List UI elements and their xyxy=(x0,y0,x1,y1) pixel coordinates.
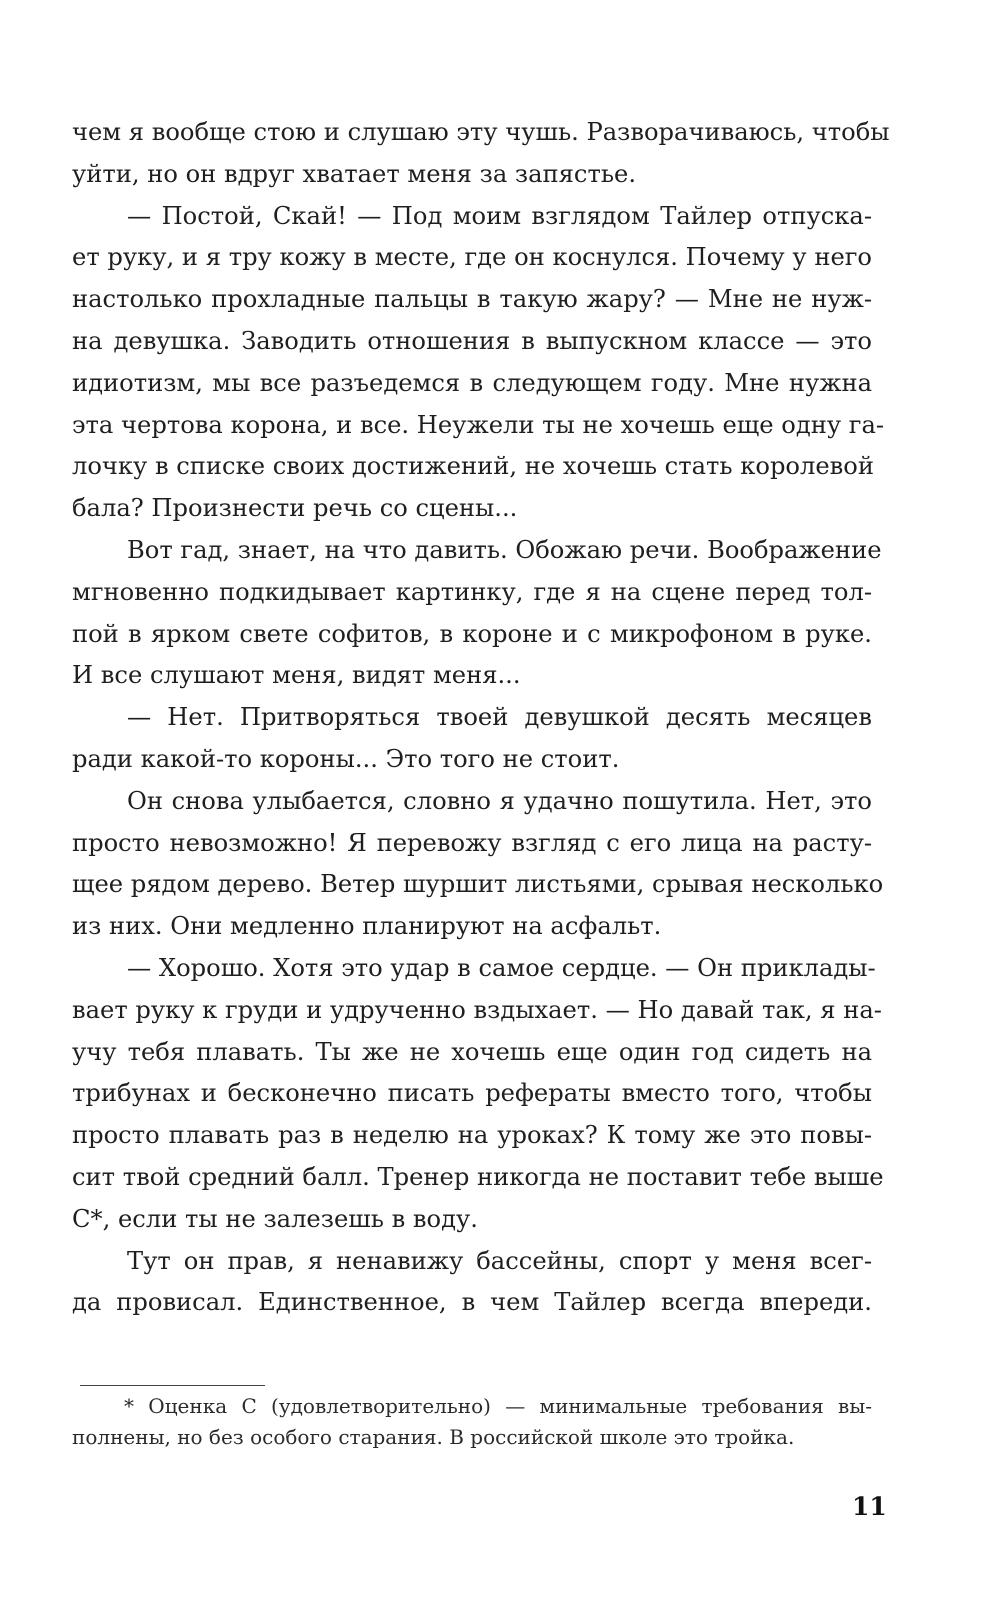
text-line: трибунах и бесконечно писать рефераты вместо того, чтобы xyxy=(72,1079,872,1108)
page-body-text xyxy=(72,112,890,1324)
text-line: ет руку, и я тру кожу в месте, где он коснулся. Почему у него xyxy=(72,243,872,272)
text-line: пой в ярком свете софитов, в короне и с микрофоном в руке. xyxy=(72,619,872,648)
text-line: лочку в списке своих достижений, не хочешь стать королевой xyxy=(72,452,874,481)
text-line: настолько прохладные пальцы в такую жару? — Мне не нуж- xyxy=(72,285,872,314)
text-line: — Постой, Скай! — Под моим взглядом Тайлер отпуска- xyxy=(127,201,872,230)
text-line: бала? Произнести речь со сцены... xyxy=(72,494,518,523)
page-number: 11 xyxy=(852,1492,887,1521)
text-line: ради какой-то короны... Это того не стоит. xyxy=(72,744,620,773)
text-line: из них. Они медленно планируют на асфальт. xyxy=(72,912,662,941)
text-line: на девушка. Заводить отношения в выпускном классе — это xyxy=(72,326,872,355)
text-line: — Хорошо. Хотя это удар в самое сердце. — Он приклады- xyxy=(127,953,876,982)
text-line: щее рядом дерево. Ветер шуршит листьями, срывая несколько xyxy=(72,870,884,899)
text-line: мгновенно подкидывает картинку, где я на сцене перед тол- xyxy=(72,577,872,606)
text-line: чем я вообще стою и слушаю эту чушь. Разворачиваюсь, чтобы xyxy=(72,118,890,146)
text-line: Он снова улыбается, словно я удачно пошутила. Нет, это xyxy=(127,786,872,815)
text-line: — Нет. Притворяться твоей девушкой десять месяцев xyxy=(127,703,872,732)
text-line: просто невозможно! Я перевожу взгляд с его лица на расту- xyxy=(72,828,872,857)
text-line: просто плавать раз в неделю на уроках? К тому же это повы- xyxy=(72,1121,872,1150)
text-line: эта чертова корона, и все. Неужели ты не хочешь еще одну га- xyxy=(72,410,885,439)
text-line: Вот гад, знает, на что давить. Обожаю речи. Воображение xyxy=(127,535,882,564)
text-line: уйти, но он вдруг хватает меня за запястье. xyxy=(72,159,637,188)
text-line: учу тебя плавать. Ты же не хочешь еще один год сидеть на xyxy=(72,1037,872,1066)
text-line: И все слушают меня, видят меня... xyxy=(72,661,521,690)
footnote-line: * Оценка С (удовлетворительно) — минимальные требования вы- xyxy=(124,1394,872,1418)
footnote xyxy=(72,1391,872,1453)
text-line: да провисал. Единственное, в чем Тайлер всегда впереди. xyxy=(72,1288,872,1317)
footnote-divider xyxy=(80,1385,265,1386)
text-line: сит твой средний балл. Тренер никогда не поставит тебе выше xyxy=(72,1162,884,1191)
footnote-line: полнены, но без особого старания. В российской школе это тройка. xyxy=(72,1425,795,1449)
text-line: C*, если ты не залезешь в воду. xyxy=(72,1204,478,1233)
text-line: вает руку к груди и удрученно вздыхает. — Но давай так, я на- xyxy=(72,995,882,1024)
text-line: идиотизм, мы все разъедемся в следующем году. Мне нужна xyxy=(72,368,872,397)
text-line: Тут он прав, я ненавижу бассейны, спорт у меня всег- xyxy=(127,1246,872,1275)
